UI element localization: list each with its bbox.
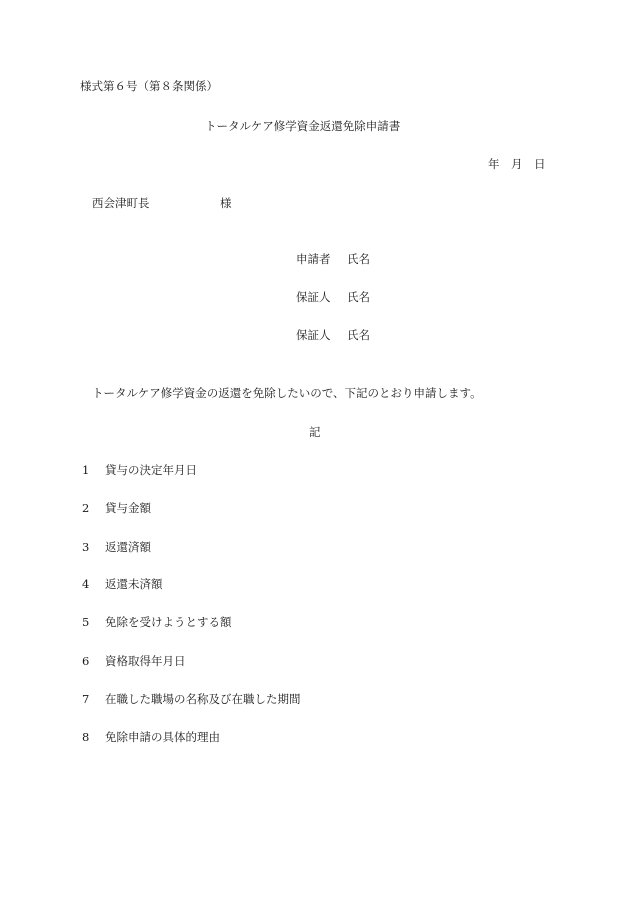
list-item-number: 1 — [82, 463, 90, 477]
list-item: 貸与の決定年月日 — [105, 463, 197, 477]
list-item-number: 2 — [82, 501, 90, 515]
list-item: 在職した職場の名称及び在職した期間 — [105, 692, 301, 706]
form-number: 様式第６号（第８条関係） — [80, 79, 218, 93]
list-item: 返還未済額 — [105, 577, 163, 591]
guarantor-1-label: 保証人 — [296, 290, 331, 304]
list-item: 免除を受けようとする額 — [105, 615, 232, 629]
applicant-name-label: 氏名 — [347, 252, 370, 266]
list-item-number: 3 — [82, 540, 90, 554]
list-item: 貸与金額 — [105, 501, 151, 515]
list-item-number: 4 — [82, 577, 90, 591]
list-item-number: 5 — [82, 615, 90, 629]
ki-heading: 記 — [309, 425, 321, 439]
list-item-number: 8 — [82, 730, 90, 744]
list-item-number: 7 — [82, 692, 90, 706]
guarantor-2-name-label: 氏名 — [347, 328, 370, 342]
list-item: 資格取得年月日 — [105, 654, 186, 668]
guarantor-1-name-label: 氏名 — [347, 290, 370, 304]
addressee-name: 西会津町長 — [92, 196, 150, 210]
list-item: 返還済額 — [105, 540, 151, 554]
list-item: 免除申請の具体的理由 — [105, 730, 220, 744]
date-line: 年 月 日 — [488, 157, 546, 171]
applicant-label: 申請者 — [296, 252, 331, 266]
list-item-number: 6 — [82, 654, 90, 668]
addressee-honorific: 様 — [220, 196, 232, 210]
request-statement: トータルケア修学資金の返還を免除したいので、下記のとおり申請します。 — [92, 386, 482, 400]
guarantor-2-label: 保証人 — [296, 328, 331, 342]
document-title: トータルケア修学資金返還免除申請書 — [205, 119, 401, 133]
